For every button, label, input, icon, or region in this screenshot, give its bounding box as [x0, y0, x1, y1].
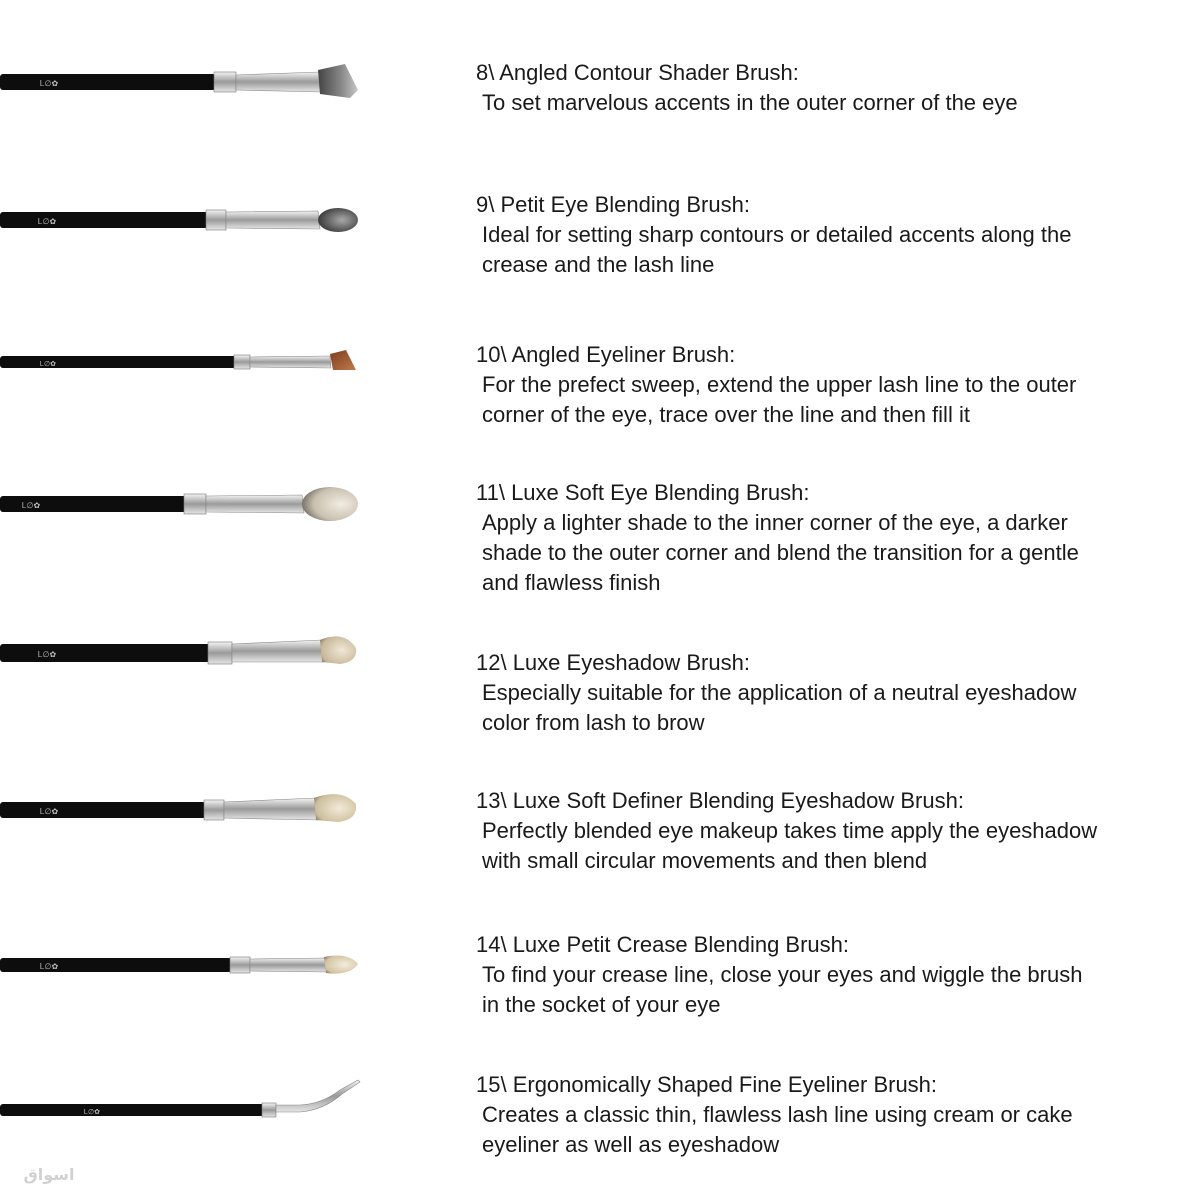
svg-text:Ꮮ∅✿: Ꮮ∅✿: [40, 962, 59, 971]
svg-text:Ꮮ∅✿: Ꮮ∅✿: [38, 217, 57, 226]
brush-title: 10\ Angled Eyeliner Brush:: [476, 342, 736, 367]
luxe-soft-definer-blending-brush-icon: [0, 776, 370, 856]
svg-text:Ꮮ∅✿: Ꮮ∅✿: [84, 1108, 100, 1116]
petit-eye-blending-brush-icon: [0, 182, 370, 262]
fine-eyeliner-brush-icon: [0, 1070, 370, 1150]
angled-contour-shader-brush-icon: [0, 50, 370, 130]
brush-title: 9\ Petit Eye Blending Brush:: [476, 192, 750, 217]
svg-text:Ꮮ∅✿: Ꮮ∅✿: [38, 650, 57, 659]
brush-title: 8\ Angled Contour Shader Brush:: [476, 60, 799, 85]
brush-description: Especially suitable for the application of a neutral eyeshadow color from lash to brow: [482, 680, 1077, 735]
brush-title: 13\ Luxe Soft Definer Blending Eyeshadow Brush:: [476, 788, 964, 813]
luxe-petit-crease-blending-brush-icon: [0, 930, 370, 1010]
brush-title: 12\ Luxe Eyeshadow Brush:: [476, 650, 750, 675]
svg-text:Ꮮ∅✿: Ꮮ∅✿: [40, 79, 59, 88]
brush-title: 14\ Luxe Petit Crease Blending Brush:: [476, 932, 850, 957]
brush-description: For the prefect sweep, extend the upper lash line to the outer corner of the eye, trace over the line and then fill it: [482, 372, 1077, 427]
svg-text:Ꮮ∅✿: Ꮮ∅✿: [22, 501, 41, 510]
brush-description: To find your crease line, close your eyes and wiggle the brush in the socket of your eye: [482, 962, 1083, 1017]
brush-description: Creates a classic thin, flawless lash line using cream or cake eyeliner as well as eyeshadow: [482, 1102, 1073, 1157]
watermark-text: اسواق: [23, 1167, 75, 1184]
watermark-logo: [4, 1160, 94, 1190]
luxe-soft-eye-blending-brush-icon: [0, 468, 370, 548]
brush-description: To set marvelous accents in the outer corner of the eye: [482, 90, 1018, 115]
angled-eyeliner-brush-icon: [0, 330, 370, 410]
brush-description: Perfectly blended eye makeup takes time apply the eyeshadow with small circular movements and then blend: [482, 818, 1098, 873]
svg-text:Ꮮ∅✿: Ꮮ∅✿: [40, 360, 56, 368]
brush-title: 11\ Luxe Soft Eye Blending Brush:: [476, 480, 810, 505]
brush-description: Ideal for setting sharp contours or detailed accents along the crease and the lash line: [482, 222, 1072, 277]
brush-title: 15\ Ergonomically Shaped Fine Eyeliner Brush:: [476, 1072, 938, 1097]
luxe-eyeshadow-brush-icon: [0, 618, 370, 698]
svg-text:Ꮮ∅✿: Ꮮ∅✿: [40, 807, 59, 816]
brush-description: Apply a lighter shade to the inner corner of the eye, a darker shade to the outer corner and blend the transition for a gentle and flawless finish: [482, 510, 1079, 595]
